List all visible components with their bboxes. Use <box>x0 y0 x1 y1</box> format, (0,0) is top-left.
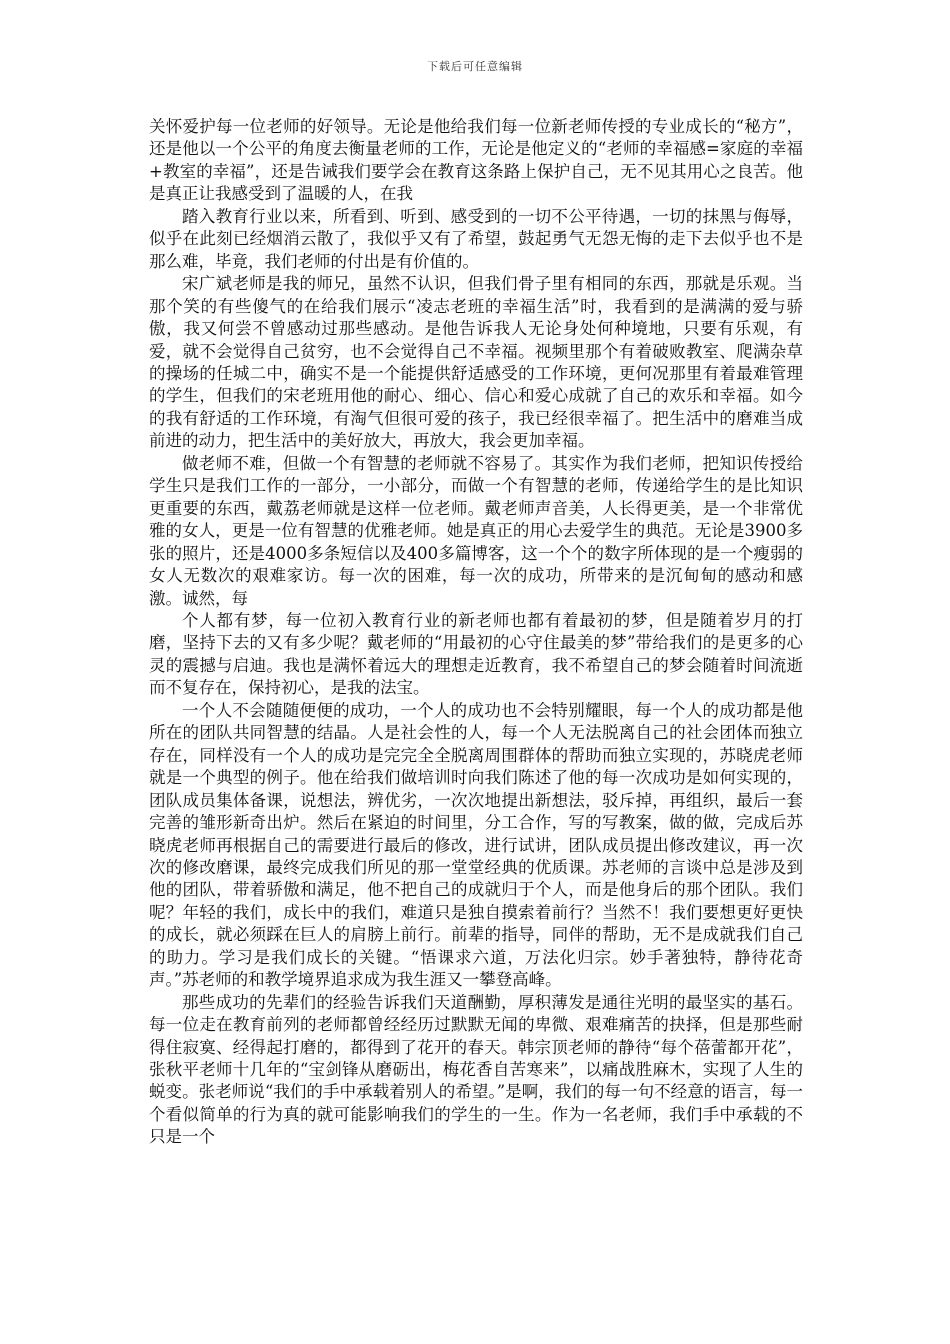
paragraph: 关怀爱护每一位老师的好领导。无论是他给我们每一位新老师传授的专业成长的“秘方”，还是他以一个公平的角度去衡量老师的工作，无论是他定义的“老师的幸福感=家庭的幸福+教室的幸福”，还是告诫我们要学会在教育这条路上保护自己，无不见其用心之良苦。他是真正让我感受到了温暖的人，在我 <box>149 117 803 204</box>
paragraph: 踏入教育行业以来，所看到、听到、感受到的一切不公平待遇，一切的抹黑与侮辱，似乎在此刻已经烟消云散了，我似乎又有了希望，鼓起勇气无怨无悔的走下去似乎也不是那么难，毕竟，我们老师的付出是有价值的。 <box>149 206 803 271</box>
paragraph: 个人都有梦，每一位初入教育行业的新老师也都有着最初的梦，但是随着岁月的打磨，坚持下去的又有多少呢？戴老师的“用最初的心守住最美的梦”带给我们的是更多的心灵的震撼与启迪。我也是满怀着远大的理想走近教育，我不希望自己的梦会随着时间流逝而不复存在，保持初心，是我的法宝。 <box>149 610 803 698</box>
document-body <box>149 116 803 1149</box>
paragraph: 一个人不会随随便便的成功，一个人的成功也不会特别耀眼，每一个人的成功都是他所在的团队共同智慧的结晶。人是社会性的人，每一个人无法脱离自己的社会团体而独立存在，同样没有一个人的成功是完完全全脱离周围群体的帮助而独立实现的，苏晓虎老师就是一个典型的例子。他在给我们做培训时向我们陈述了他的每一次成功是如何实现的，团队成员集体备课，说想法，辨优劣，一次次地提出新想法，驳斥掉，再组织，最后一套完善的雏形新奇出炉。然后在紧迫的时间里，分工合作，写的写教案，做的做，完成后苏晓虎老师再根据自己的需要进行最后的修改，进行试讲，团队成员提出修改建议，再一次次的修改磨课，最终完成我们所见的那一堂堂经典的优质课。苏老师的言谈中总是涉及到他的团队，带着骄傲和满足，他不把自己的成就归于个人，而是他身后的那个团队。我们呢？年轻的我们，成长中的我们，难道只是独自摸索着前行？当然不！我们要想更好更快的成长，就必须踩在巨人的肩膀上前行。前辈的指导，同伴的帮助，无不是成就我们自己的助力。学习是我们成长的关键。“悟课求六道，万法化归宗。妙手著独特，静待花奇声。”苏老师的和教学境界追求成为我生涯又一攀登高峰。 <box>149 700 803 990</box>
paragraph: 做老师不难，但做一个有智慧的老师就不容易了。其实作为我们老师，把知识传授给学生只是我们工作的一部分，一小部分，而做一个有智慧的老师，传递给学生的是比知识更重要的东西，戴荔老师就是这样一位老师。戴老师声音美，人长得更美，是一个非常优雅的女人，更是一位有智慧的优雅老师。她是真正的用心去爱学生的典范。无论是3900多张的照片，还是4000多条短信以及400多篇博客，这一个个的数字所体现的是一个瘦弱的女人无数次的艰难家访。每一次的困难，每一次的成功，所带来的是沉甸甸的感动和感激。诚然，每 <box>149 453 803 608</box>
page-header: 下载后可任意编辑 <box>427 60 523 73</box>
paragraph: 那些成功的先辈们的经验告诉我们天道酬勤，厚积薄发是通往光明的最坚实的基石。每一位走在教育前列的老师都曾经经历过默默无闻的卑微、艰难痛苦的抉择，但是那些耐得住寂寞、经得起打磨的，都得到了花开的春天。韩宗顶老师的静待“每个蓓蕾都开花”，张秋平老师十几年的“宝剑锋从磨砺出，梅花香自苦寒来”，以痛战胜麻木，实现了人生的蜕变。张老师说“我们的手中承载着别人的希望。”是啊，我们的每一句不经意的语言，每一个看似简单的行为真的就可能影响我们的学生的一生。作为一名老师，我们手中承载的不只是一个 <box>149 992 803 1147</box>
paragraph: 宋广斌老师是我的师兄，虽然不认识，但我们骨子里有相同的东西，那就是乐观。当那个笑的有些傻气的在给我们展示“凌志老班的幸福生活”时，我看到的是满满的爱与骄傲，我又何尝不曾感动过那些感动。是他告诉我人无论身处何种境地，只要有乐观，有爱，就不会觉得自己贫穷，也不会觉得自己不幸福。视频里那个有着破败教室、爬满杂草的操场的任城二中，确实不是一个能提供舒适感受的工作环境，更何况那里有着最难管理的学生，但我们的宋老班用他的耐心、细心、信心和爱心成就了自己的欢乐和幸福。如今的我有舒适的工作环境，有淘气但很可爱的孩子，我已经很幸福了。把生活中的磨难当成前进的动力，把生活中的美好放大，再放大，我会更加幸福。 <box>149 274 803 451</box>
